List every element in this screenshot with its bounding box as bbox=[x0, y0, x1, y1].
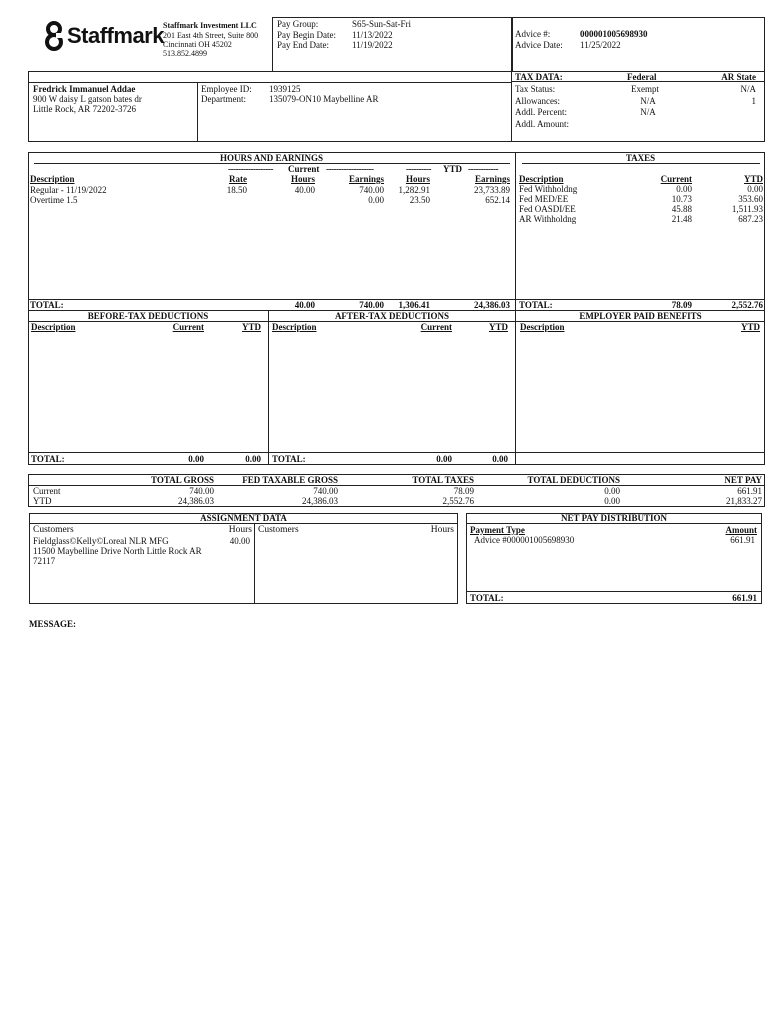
assignment-title: ASSIGNMENT DATA bbox=[200, 513, 287, 523]
assignment-customers-header-left: Customers bbox=[33, 525, 74, 535]
hours-earnings-title: HOURS AND EARNINGS bbox=[219, 153, 324, 163]
department-label: Department: bbox=[201, 94, 246, 104]
net-pay-total-label: TOTAL: bbox=[470, 593, 504, 603]
earnings-rate-header: Rate bbox=[229, 174, 247, 184]
employee-address-line1: 900 W daisy L gatson bates dr bbox=[33, 94, 142, 104]
after-tax-total-ytd: 0.00 bbox=[492, 454, 508, 464]
summary-net-pay-header: NET PAY bbox=[724, 475, 762, 485]
earnings-row-ytd-earnings: 652.14 bbox=[485, 195, 510, 205]
taxes-row-ytd: 687.23 bbox=[738, 214, 763, 224]
tax-data-state-header: AR State bbox=[721, 72, 756, 82]
earnings-row-earnings: 740.00 bbox=[359, 185, 384, 195]
company-phone: 513.852.4899 bbox=[163, 49, 207, 58]
before-tax-total-current: 0.00 bbox=[188, 454, 204, 464]
employee-address-line2: Little Rock, AR 72202-3726 bbox=[33, 104, 136, 114]
taxes-ytd-header: YTD bbox=[743, 174, 763, 184]
after-tax-total-current: 0.00 bbox=[436, 454, 452, 464]
pay-group-label: Pay Group: bbox=[277, 19, 319, 29]
taxes-row-ytd: 353.60 bbox=[738, 194, 763, 204]
net-pay-type-header: Payment Type bbox=[470, 525, 525, 535]
earnings-total-ytd-earnings: 24,386.03 bbox=[474, 300, 510, 310]
employer-benefits-title: EMPLOYER PAID BENEFITS bbox=[579, 311, 702, 321]
before-tax-current-header: Current bbox=[172, 322, 204, 332]
after-tax-current-header: Current bbox=[420, 322, 452, 332]
summary-total-gross-header: TOTAL GROSS bbox=[151, 475, 214, 485]
employer-benefits-desc-header: Description bbox=[520, 322, 565, 332]
taxes-row-desc: Fed OASDI/EE bbox=[519, 204, 576, 214]
summary-row-label: Current bbox=[33, 486, 61, 496]
taxes-current-header: Current bbox=[660, 174, 692, 184]
earnings-hours-header: Hours bbox=[290, 174, 315, 184]
earnings-row-ytd-earnings: 23,733.89 bbox=[474, 185, 510, 195]
before-tax-title: BEFORE-TAX DEDUCTIONS bbox=[87, 311, 209, 321]
assignment-customer-line2: 11500 Maybelline Drive North Little Rock AR bbox=[33, 546, 202, 556]
tax-data-row-federal: N/A bbox=[640, 107, 656, 117]
ytd-dash-right: ------------ bbox=[468, 164, 498, 174]
employer-benefits-ytd-header: YTD bbox=[740, 322, 760, 332]
employee-id-label: Employee ID: bbox=[201, 84, 252, 94]
department-value: 135079-ON10 Maybelline AR bbox=[269, 94, 379, 104]
summary-row-gross: 740.00 bbox=[189, 486, 214, 496]
summary-row-fed-taxable: 24,386.03 bbox=[302, 496, 338, 506]
earnings-total-label: TOTAL: bbox=[30, 300, 64, 310]
after-tax-desc-header: Description bbox=[272, 322, 317, 332]
summary-row-label: YTD bbox=[33, 496, 52, 506]
assignment-hours-header-left: Hours bbox=[228, 525, 252, 535]
earnings-total-hours: 40.00 bbox=[294, 300, 315, 310]
after-tax-ytd-header: YTD bbox=[488, 322, 508, 332]
summary-row-deductions: 0.00 bbox=[604, 486, 620, 496]
taxes-row-current: 21.48 bbox=[671, 214, 692, 224]
earnings-row-ytd-hours: 1,282.91 bbox=[398, 185, 430, 195]
after-tax-title: AFTER-TAX DEDUCTIONS bbox=[334, 311, 450, 321]
before-tax-ytd-header: YTD bbox=[241, 322, 261, 332]
taxes-row-current: 45.88 bbox=[671, 204, 692, 214]
earnings-row-desc: Overtime 1.5 bbox=[30, 195, 78, 205]
staffmark-logo-icon bbox=[40, 21, 68, 51]
tax-data-row-federal: N/A bbox=[640, 96, 656, 106]
summary-total-taxes-header: TOTAL TAXES bbox=[412, 475, 474, 485]
taxes-row-ytd: 0.00 bbox=[747, 184, 763, 194]
after-tax-total-label: TOTAL: bbox=[272, 454, 306, 464]
earnings-ytd-hours-header: Hours bbox=[405, 174, 430, 184]
net-pay-total-value: 661.91 bbox=[732, 593, 757, 603]
earnings-row-desc: Regular - 11/19/2022 bbox=[30, 185, 107, 195]
ytd-group-label: YTD bbox=[443, 164, 463, 174]
tax-data-row-label: Tax Status: bbox=[515, 84, 556, 94]
net-pay-row-amount: 661.91 bbox=[730, 535, 755, 545]
pay-group-value: S65-Sun-Sat-Fri bbox=[352, 19, 412, 29]
summary-row-taxes: 78.09 bbox=[453, 486, 474, 496]
advice-number-value: 000001005698930 bbox=[580, 29, 648, 39]
company-address-line2: Cincinnati OH 45202 bbox=[163, 40, 232, 49]
summary-fed-taxable-header: FED TAXABLE GROSS bbox=[242, 475, 338, 485]
employee-name: Fredrick Immanuel Addae bbox=[33, 84, 136, 94]
earnings-desc-header: Description bbox=[30, 174, 75, 184]
company-name: Staffmark Investment LLC bbox=[163, 21, 257, 30]
tax-data-federal-header: Federal bbox=[627, 72, 657, 82]
taxes-row-ytd: 1,511.93 bbox=[731, 204, 763, 214]
net-pay-amount-header: Amount bbox=[725, 525, 757, 535]
company-logo bbox=[40, 20, 164, 52]
tax-data-row-label: Allowances: bbox=[515, 96, 560, 106]
summary-total-deductions-header: TOTAL DEDUCTIONS bbox=[527, 475, 620, 485]
current-group-label: Current bbox=[288, 164, 320, 174]
summary-row-gross: 24,386.03 bbox=[178, 496, 214, 506]
current-dash-right: ------------------- bbox=[326, 164, 374, 174]
summary-row-deductions: 0.00 bbox=[604, 496, 620, 506]
tax-data-row-federal: Exempt bbox=[631, 84, 659, 94]
pay-begin-value: 11/13/2022 bbox=[352, 30, 393, 40]
advice-date-label: Advice Date: bbox=[515, 40, 563, 50]
summary-row-net: 21,833.27 bbox=[726, 496, 762, 506]
assignment-hours-header-right: Hours bbox=[430, 525, 454, 535]
current-dash-left: ------------------ bbox=[228, 164, 273, 174]
taxes-total-label: TOTAL: bbox=[519, 300, 553, 310]
taxes-row-current: 0.00 bbox=[676, 184, 692, 194]
earnings-row-hours: 40.00 bbox=[294, 185, 315, 195]
earnings-earnings-header: Earnings bbox=[348, 174, 384, 184]
pay-end-label: Pay End Date: bbox=[277, 40, 329, 50]
earnings-total-ytd-hours: 1,306.41 bbox=[398, 300, 430, 310]
tax-data-row-label: Addl. Amount: bbox=[515, 119, 570, 129]
summary-row-fed-taxable: 740.00 bbox=[313, 486, 338, 496]
tax-data-row-state: 1 bbox=[751, 96, 756, 106]
taxes-row-desc: Fed Withholdng bbox=[519, 184, 578, 194]
taxes-total-current: 78.09 bbox=[671, 300, 692, 310]
tax-data-row-label: Addl. Percent: bbox=[515, 107, 567, 117]
taxes-total-ytd: 2,552.76 bbox=[731, 300, 763, 310]
earnings-row-ytd-hours: 23.50 bbox=[409, 195, 430, 205]
assignment-customer-line3: 72117 bbox=[33, 556, 56, 566]
assignment-customer-hours: 40.00 bbox=[229, 536, 250, 546]
earnings-row-earnings: 0.00 bbox=[368, 195, 384, 205]
taxes-desc-header: Description bbox=[519, 174, 564, 184]
before-tax-total-label: TOTAL: bbox=[31, 454, 65, 464]
earnings-ytd-earnings-header: Earnings bbox=[474, 174, 510, 184]
advice-date-value: 11/25/2022 bbox=[580, 40, 621, 50]
taxes-title: TAXES bbox=[625, 153, 656, 163]
message-label: MESSAGE: bbox=[29, 619, 77, 629]
before-tax-total-ytd: 0.00 bbox=[245, 454, 261, 464]
assignment-customers-header-right: Customers bbox=[258, 525, 299, 535]
assignment-customer-line1: Fieldglass©Kelly©Loreal NLR MFG bbox=[33, 536, 169, 546]
summary-row-taxes: 2,552.76 bbox=[442, 496, 474, 506]
brand-name: Staffmark bbox=[67, 23, 164, 48]
pay-begin-label: Pay Begin Date: bbox=[277, 30, 336, 40]
tax-data-title: TAX DATA: bbox=[515, 72, 563, 82]
pay-end-value: 11/19/2022 bbox=[352, 40, 393, 50]
earnings-row-rate: 18.50 bbox=[226, 185, 247, 195]
company-address-line1: 201 East 4th Street, Suite 800 bbox=[163, 31, 259, 40]
taxes-row-desc: Fed MED/EE bbox=[519, 194, 569, 204]
summary-row-net: 661.91 bbox=[737, 486, 762, 496]
net-pay-distribution-title: NET PAY DISTRIBUTION bbox=[560, 513, 668, 523]
taxes-row-desc: AR Withholdng bbox=[519, 214, 577, 224]
advice-number-label: Advice #: bbox=[515, 29, 551, 39]
earnings-total-earnings: 740.00 bbox=[359, 300, 384, 310]
tax-data-row-state: N/A bbox=[740, 84, 756, 94]
taxes-row-current: 10.73 bbox=[671, 194, 692, 204]
ytd-dash-left: ---------- bbox=[406, 164, 431, 174]
employee-id-value: 1939125 bbox=[269, 84, 301, 94]
before-tax-desc-header: Description bbox=[31, 322, 76, 332]
net-pay-row-type: Advice #000001005698930 bbox=[474, 535, 575, 545]
